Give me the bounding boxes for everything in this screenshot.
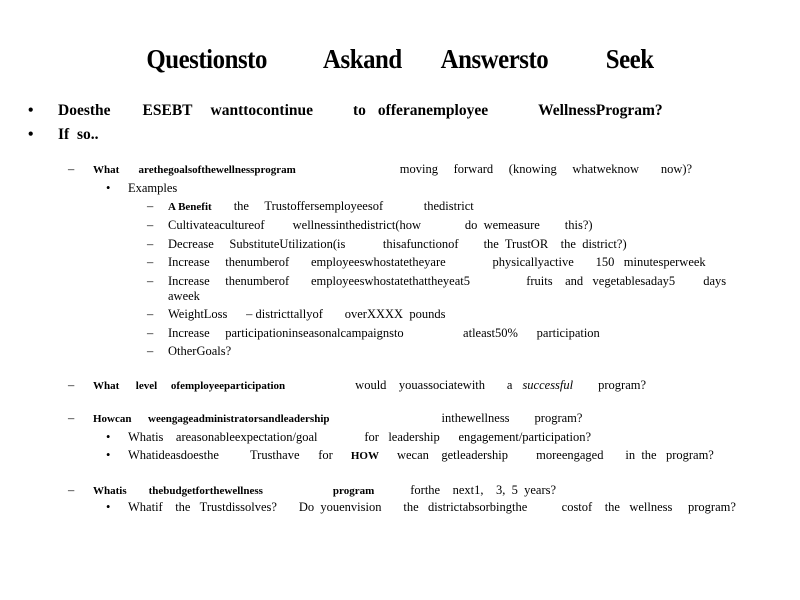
dash-icon: – (68, 483, 75, 497)
sub-question: • Whatis areasonableexpectation/goal for leadership engagement/participation? (106, 430, 592, 444)
sub-question: • Whatideasdoesthe Trusthave for HOW wecan getleadership moreengaged in the program? (106, 448, 714, 462)
sub-question: • Whatif the Trustdissolves? Do youenvision the districtabsorbingthe costof the wellness program? (106, 500, 736, 514)
slide-title: Questionsto Askand Answersto Seek (146, 44, 654, 74)
bullet-icon: • (28, 126, 34, 143)
question-budget: – Whatis thebudgetforthewellness program forthe next1, 3, 5 years? (68, 483, 557, 497)
examples-label: • Examples (106, 181, 178, 195)
dash-icon: – (147, 199, 154, 213)
dash-icon: – (147, 274, 154, 288)
example-item: – Cultivateacultureof wellnessinthedistrict(how do wemeasure this?) (147, 218, 593, 232)
bullet-icon: • (106, 500, 111, 514)
dash-icon: – (68, 411, 75, 425)
example-item: – Decrease SubstituteUtilization(is thisafunctionof the TrustOR the district?) (147, 237, 627, 251)
example-item: – A Benefit the Trustoffersemployeesof thedistrict (147, 199, 474, 213)
question-goals: – What arethegoalsofthewellnessprogram moving forward (knowing whatweknow now)? (68, 162, 693, 176)
bullet-icon: • (106, 448, 111, 462)
dash-icon: – (147, 218, 154, 232)
dash-icon: – (147, 344, 154, 358)
example-item-continuation: aweek (168, 289, 200, 303)
question-participation: – What level ofemployeeparticipation would youassociatewith a successful program? (68, 378, 647, 392)
bullet-icon: • (106, 181, 111, 195)
dash-icon: – (68, 378, 75, 392)
example-item: – Increase thenumberof employeeswhostatethattheyeat5 fruits and vegetablesaday5 days (147, 274, 727, 288)
example-item: – Increase participationinseasonalcampaignsto atleast50% participation (147, 326, 600, 340)
example-item: – OtherGoals? (147, 344, 232, 358)
dash-icon: – (147, 326, 154, 340)
example-item: – Increase thenumberof employeeswhostatetheyare physicallyactive 150 minutesperweek (147, 255, 706, 269)
dash-icon: – (68, 162, 75, 176)
dash-icon: – (147, 255, 154, 269)
example-item: – WeightLoss – districttallyof overXXXX pounds (147, 307, 446, 321)
dash-icon: – (147, 307, 154, 321)
bullet-if-so: • If so.. (28, 126, 99, 143)
dash-icon: – (147, 237, 154, 251)
bullet-icon: • (28, 102, 34, 119)
question-engage-leadership: – Howcan weengageadministratorsandleadership inthewellness program? (68, 411, 583, 425)
bullet-continue-program: • Doesthe ESEBT wanttocontinue to offeranemployee WellnessProgram? (28, 102, 663, 119)
bullet-icon: • (106, 430, 111, 444)
